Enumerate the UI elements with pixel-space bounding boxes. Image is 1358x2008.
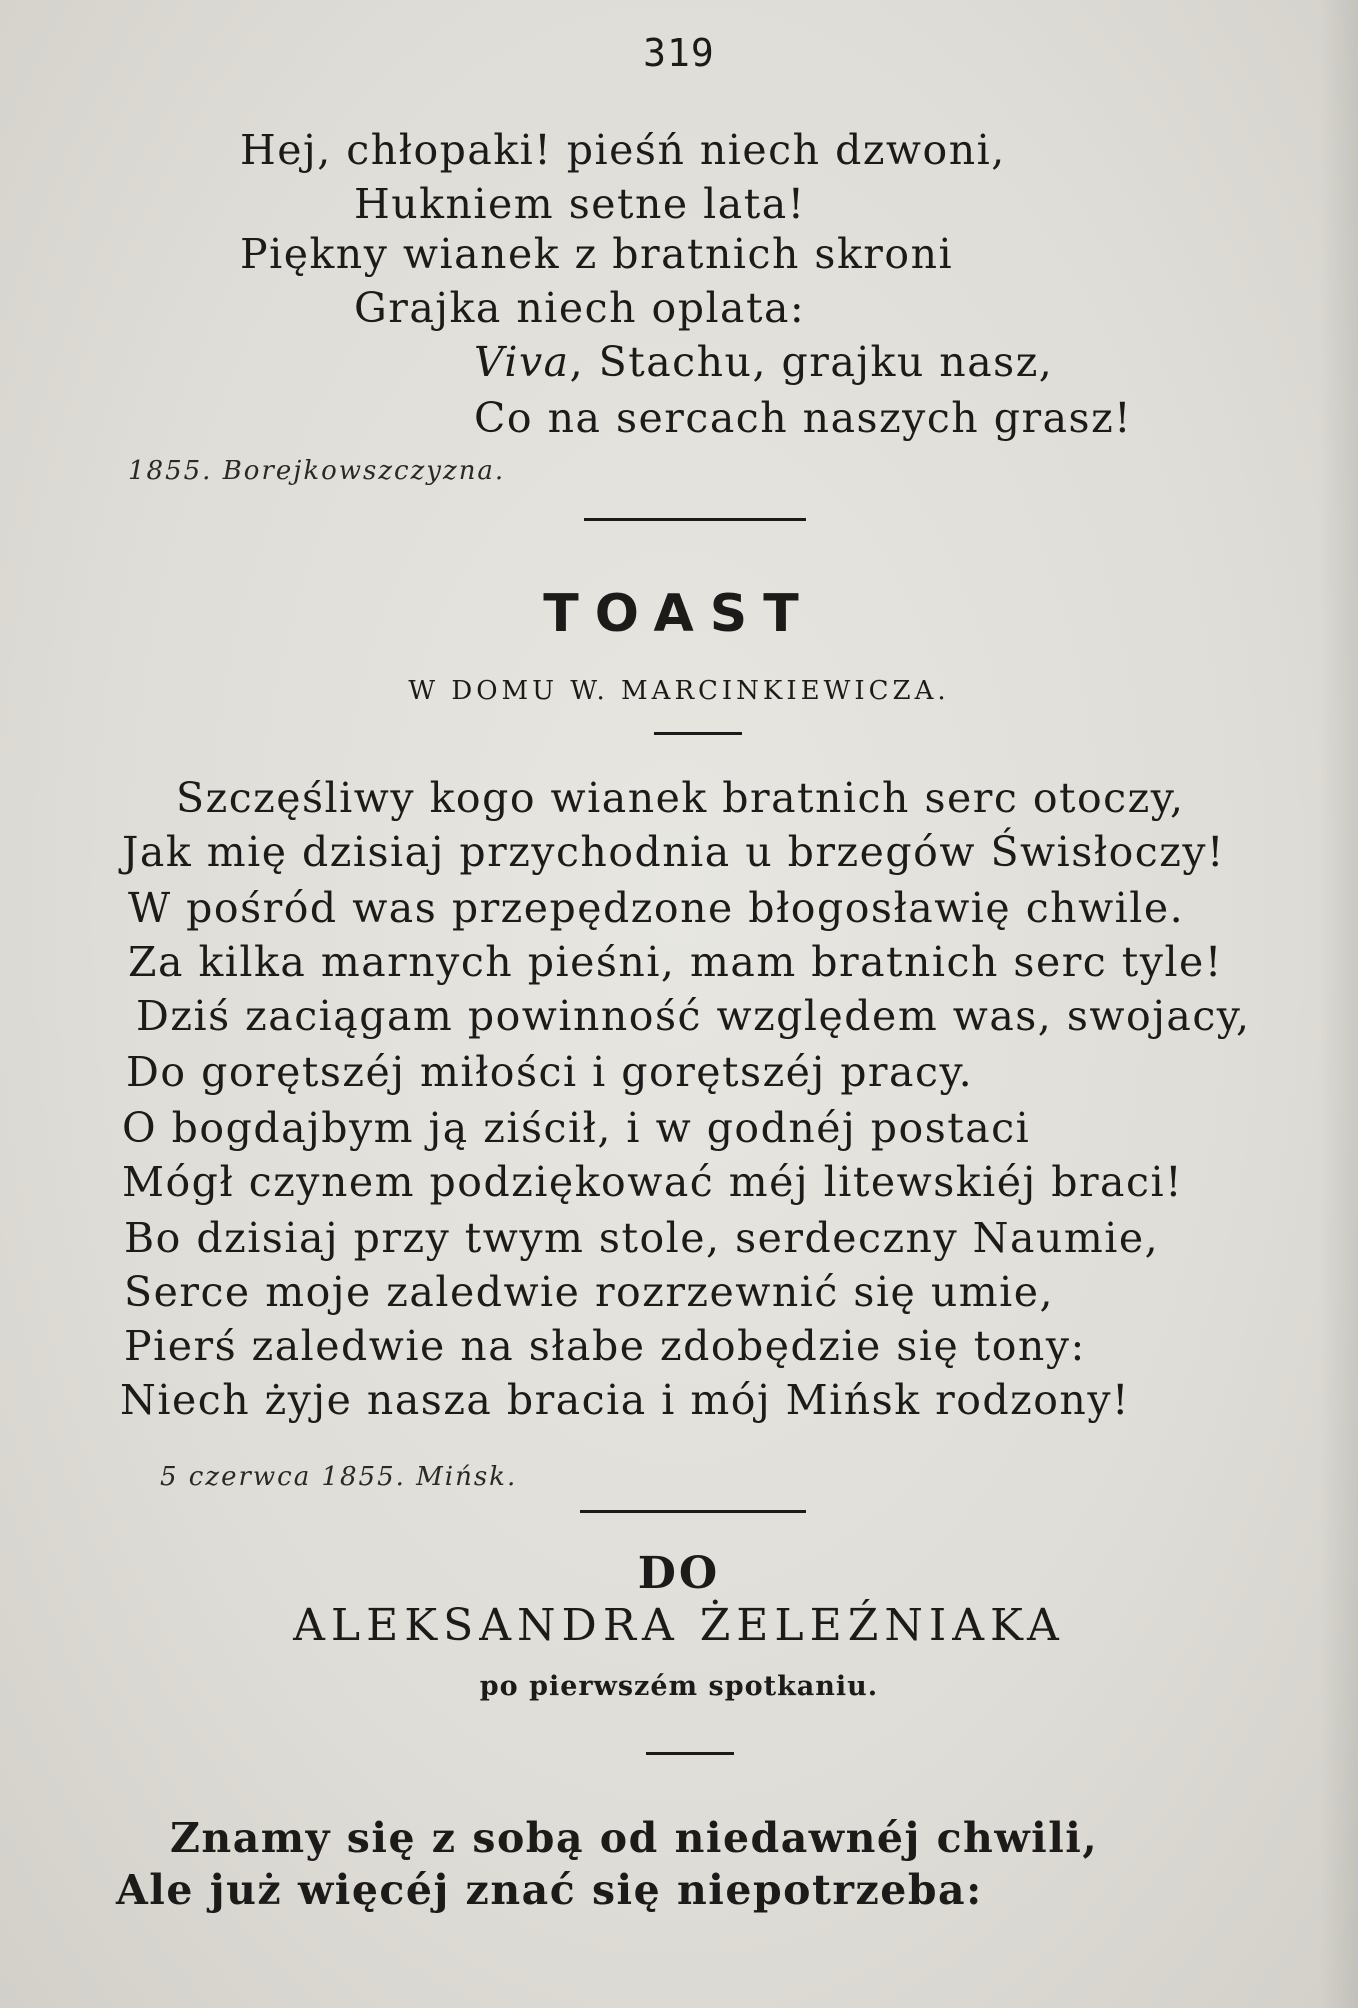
poem-title-prefix: DO: [637, 1548, 721, 1599]
viva-rest: , Stachu, grajku nasz,: [569, 338, 1054, 386]
poem-dateline: [128, 458, 505, 484]
poem-title: ALEKSANDRA ŻELEŹNIAKA: [293, 1600, 1065, 1651]
poem-place: Borejkowszczyzna.: [222, 456, 506, 486]
verse-line: Znamy się z sobą od niedawnéj chwili,: [170, 1814, 1099, 1862]
verse-line: Hukniem setne lata!: [354, 180, 806, 228]
poem-date: 1855.: [128, 456, 213, 486]
verse-line: Dziś zaciągam powinność względem was, swojacy,: [136, 992, 1251, 1040]
verse-line: Serce moje zaledwie rozrzewnić się umie,: [124, 1268, 1055, 1316]
verse-line: Grajka niech oplata:: [354, 284, 806, 332]
poem-title: TOAST: [543, 584, 815, 644]
viva-word: Viva: [474, 338, 570, 386]
verse-line: Do gorętszéj miłości i gorętszéj pracy.: [126, 1048, 974, 1096]
verse-line: Co na sercach naszych grasz!: [474, 394, 1133, 442]
verse-line: Bo dzisiaj przy twym stole, serdeczny Naumie,: [124, 1214, 1160, 1262]
verse-line: Szczęśliwy kogo wianek bratnich serc otoczy,: [176, 774, 1185, 822]
verse-line-refrain: [474, 338, 1054, 386]
verse-line: Za kilka marnych pieśni, mam bratnich serc tyle!: [128, 938, 1223, 986]
poem-subtitle: W DOMU W. MARCINKIEWICZA.: [408, 676, 950, 706]
verse-line: Pierś zaledwie na słabe zdobędzie się tony:: [124, 1322, 1086, 1370]
page-edge-shadow: [1318, 0, 1358, 2008]
verse-line: Mógł czynem podziękować méj litewskiéj braci!: [122, 1158, 1184, 1206]
verse-line: Jak mię dzisiaj przychodnia u brzegów Świsłoczy!: [122, 828, 1225, 876]
verse-line: Ale już więcéj znać się niepotrzeba:: [116, 1866, 983, 1914]
poem-dateline: 5 czerwca 1855. Mińsk.: [160, 1462, 518, 1492]
section-divider: [584, 518, 806, 521]
poem-subtitle: po pierwszém spotkaniu.: [479, 1671, 879, 1702]
title-divider: [646, 1752, 734, 1755]
verse-line: Piękny wianek z bratnich skroni: [240, 230, 954, 278]
verse-line: Hej, chłopaki! pieśń niech dzwoni,: [240, 126, 1006, 174]
verse-line: Niech żyje nasza bracia i mój Mińsk rodzony!: [120, 1376, 1130, 1424]
title-divider: [654, 732, 742, 735]
verse-line: O bogdajbym ją ziścił, i w godnéj postaci: [122, 1104, 1031, 1152]
page-number: 319: [643, 31, 715, 75]
section-divider: [580, 1510, 806, 1513]
verse-line: W pośród was przepędzone błogosławię chwile.: [128, 884, 1185, 932]
